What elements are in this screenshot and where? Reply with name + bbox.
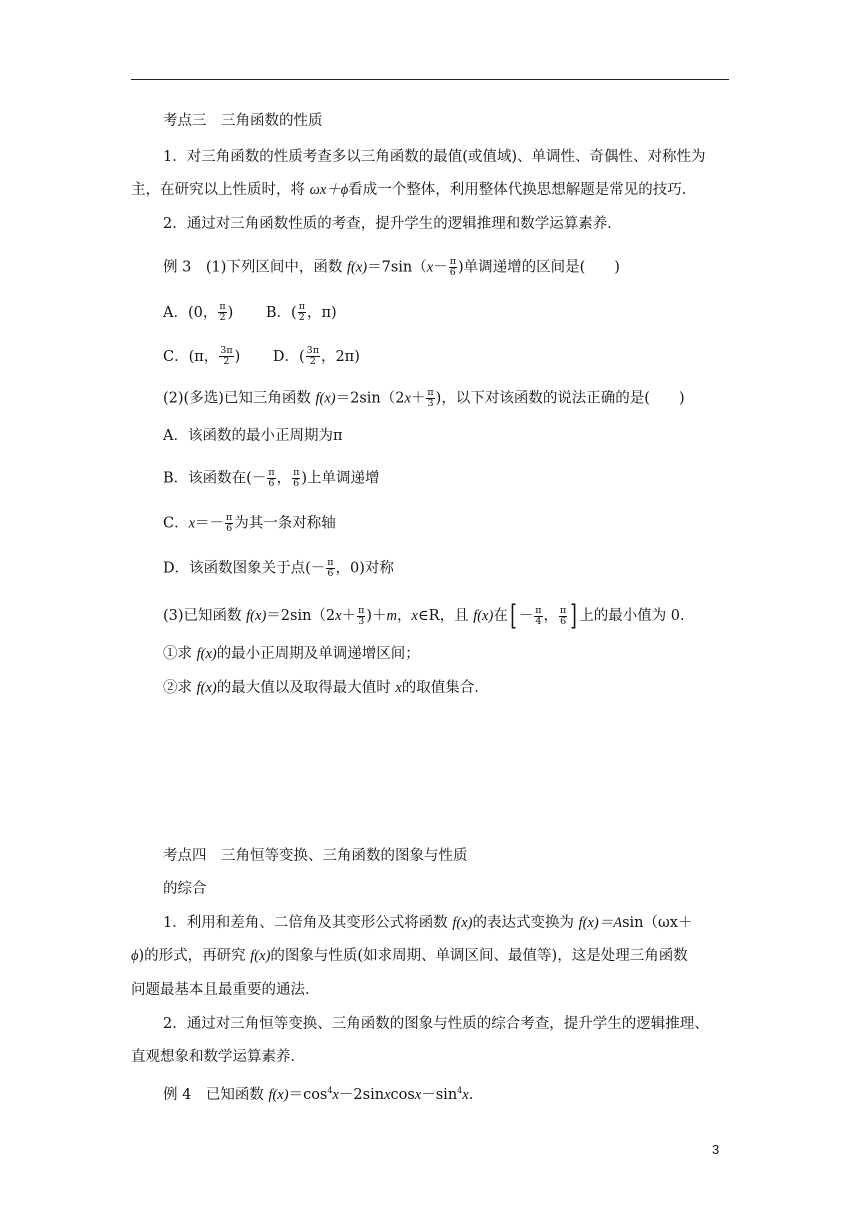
example3-q2-option-a: A．该函数的最小正周期为π: [163, 428, 343, 444]
example4-statement: 例 4 已知函数 $f(x)=\cos^4x-2sinxcosx-\sin^4x$.: [163, 1086, 474, 1103]
example3-q2-option-d: D．该函数图象关于点(－ $\frac{\pi}{6}$ ，0)对称: [163, 557, 394, 579]
example3-options-ab: [0, 302, 860, 323]
section4-paragraph-2-cont: 直观想象和数学运算素养．: [131, 1049, 305, 1065]
section3-paragraph-2: 2．通过对三角函数性质的考查，提升学生的逻辑推理和数学运算素养．: [163, 216, 622, 232]
example3-question2: (2)(多选)已知三角函数 f(x)＝2sin（2x＋ $\frac{\pi}{3}$ )，以下对该函数的说法正确的是( ): [163, 387, 685, 409]
example3-q2-option-b: B．该函数在(－ $\frac{\pi}{6}$ ， $\frac{\pi}{6}$ )上单调递增: [163, 467, 380, 489]
option-c: C．(π， $\frac{3\pi}{2}$ ): [163, 345, 241, 367]
section3-paragraph-1: 1．对三角函数的性质考查多以三角函数的最值(或值域)、单调性、奇偶性、对称性为: [163, 149, 706, 165]
example3-options-cd: [0, 346, 860, 367]
option-d: D．( $\frac{3\pi}{2}$ ，2π): [272, 345, 360, 367]
section3-paragraph-1-cont: 主，在研究以上性质时，将 ωx＋ϕ看成一个整体，利用整体代换思想解题是常见的技巧．: [131, 182, 697, 198]
page-number: 3: [712, 1142, 720, 1157]
section4-paragraph-1-end: 问题最基本且最重要的通法．: [131, 982, 320, 998]
example3-q2-option-c: C．x＝－ $\frac{\pi}{6}$ 为其一条对称轴: [163, 512, 336, 534]
section4-paragraph-1-cont: ϕ)的形式，再研究 f(x)的图象与性质(如求周期、单调区间、最值等)，这是处理三角函数: [131, 948, 688, 964]
example3-question1: 例 3 (1)下列区间中，函数 f(x)＝7sin（x－ $\frac{\pi}{6}$ )单调递增的区间是( ): [163, 256, 620, 278]
fraction-pi-over-6: $\frac{\pi}{6}$: [449, 256, 456, 278]
section4-paragraph-2: 2．通过对三角恒等变换、三角函数的图象与性质的综合考查，提升学生的逻辑推理、: [163, 1016, 709, 1032]
section3-heading: 考点三 三角函数的性质: [163, 113, 323, 129]
option-a: A．(0， $\frac{\pi}{2}$ ): [163, 301, 234, 323]
section4-paragraph-1: 1．利用和差角、二倍角及其变形公式将函数 f(x)的表达式变换为 f(x)＝Asin（ωx＋: [163, 915, 693, 931]
header-rule: [131, 79, 729, 80]
example3-question3: (3)已知函数 f(x)＝2sin（2x＋ $\frac{\pi}{3}$ )＋m，x∈R，且 f(x)在[ － $\frac{\pi}{4}$ ， $\frac{\pi}{6}$ ] 上的最小值为 0.: [163, 599, 685, 632]
option-b: B．( $\frac{\pi}{2}$ ，π): [265, 301, 337, 323]
example3-q3-sub1: ①求 f(x)的最小正周期及单调递增区间；: [163, 646, 420, 662]
example3-q3-sub2: ②求 f(x)的最大值以及取得最大值时 x的取值集合．: [163, 680, 489, 696]
section4-heading-cont: 的综合: [163, 881, 207, 897]
section4-heading: 考点四 三角恒等变换、三角函数的图象与性质: [163, 848, 468, 864]
